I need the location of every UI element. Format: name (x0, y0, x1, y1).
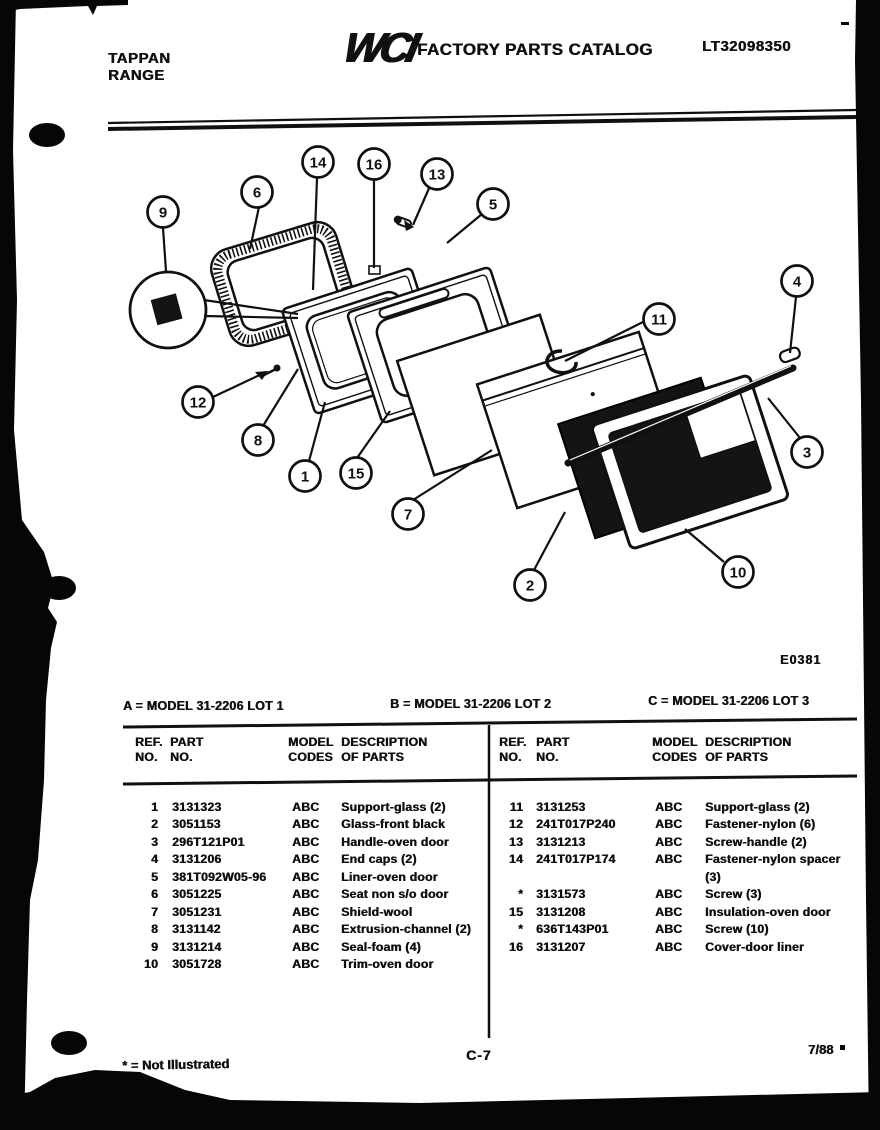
callout-5 (478, 189, 509, 220)
row-desc: Extrusion-channel (2) (341, 922, 471, 937)
detail-magnifier (130, 272, 206, 348)
row-ref: 5 (150, 869, 158, 884)
column-header: NO. (170, 750, 193, 764)
svg-text:14: 14 (309, 154, 327, 172)
svg-text:15: 15 (347, 465, 365, 483)
row-ref: 10 (143, 957, 158, 972)
catalog-title: FACTORY PARTS CATALOG (417, 40, 653, 59)
row-ref: 13 (508, 834, 523, 849)
row-desc: Seal-foam (4) (341, 939, 421, 954)
column-header: OF PARTS (341, 750, 404, 764)
callout-12 (183, 387, 214, 418)
row-desc: Screw-handle (2) (705, 834, 807, 849)
row-part: 3051225 (172, 887, 222, 902)
row-codes: ABC (292, 939, 320, 954)
callout-13 (422, 159, 453, 190)
hole-punch (29, 123, 65, 147)
column-header: MODEL (652, 735, 698, 749)
left-edge-artifact (0, 0, 57, 1130)
column-header: DESCRIPTION (705, 735, 792, 749)
row-part: 3131323 (172, 800, 222, 814)
row-desc: Support-glass (2) (705, 800, 810, 814)
model-c: C = MODEL 31-2206 LOT 3 (648, 694, 810, 708)
row-desc: Fastener-nylon spacer (705, 852, 841, 867)
svg-text:9: 9 (158, 204, 168, 222)
row-ref: 6 (150, 887, 158, 902)
row-codes: ABC (292, 817, 320, 832)
hole-punch (42, 576, 76, 600)
brand-line-2: RANGE (108, 67, 165, 84)
row-ref: 14 (508, 852, 523, 867)
row-codes: ABC (655, 852, 683, 867)
row-ref: 2 (150, 817, 158, 832)
row-desc: (3) (705, 869, 721, 884)
row-part: 3131207 (536, 939, 586, 954)
row-part: 241T017P174 (536, 852, 616, 867)
edge-speck (840, 1045, 845, 1050)
row-part: 3051153 (172, 817, 221, 832)
row-codes: ABC (292, 852, 320, 867)
date-code: 7/88 (808, 1042, 834, 1057)
row-desc: Cover-door liner (705, 939, 804, 954)
callout-4 (782, 266, 813, 297)
column-header: PART (170, 735, 204, 749)
svg-text:3: 3 (802, 444, 812, 462)
svg-text:11: 11 (651, 311, 667, 329)
row-desc: Liner-oven door (341, 869, 438, 884)
model-b: B = MODEL 31-2206 LOT 2 (390, 697, 552, 711)
callout-14 (303, 147, 334, 178)
svg-text:13: 13 (428, 166, 446, 184)
figure-code: E0381 (780, 653, 822, 667)
page-number: C-7 (466, 1047, 492, 1063)
row-part: 3131213 (536, 834, 586, 849)
row-ref: 12 (508, 817, 523, 832)
column-header: MODEL (288, 735, 334, 749)
row-codes: ABC (292, 834, 320, 849)
row-desc: Seat non s/o door (341, 887, 449, 902)
row-codes: ABC (655, 800, 683, 814)
row-desc: End caps (2) (341, 852, 417, 867)
column-header: DESCRIPTION (341, 735, 428, 749)
row-part: 3051231 (172, 904, 222, 919)
row-desc: Glass-front black (341, 817, 445, 832)
row-desc: Screw (10) (705, 922, 769, 937)
row-codes: ABC (655, 904, 683, 919)
row-part: 296T121P01 (172, 834, 245, 849)
bottom-edge-artifact (0, 1070, 880, 1130)
row-part: 3131214 (172, 939, 222, 954)
right-edge-artifact (855, 0, 880, 1130)
row-ref: 8 (150, 922, 158, 937)
row-part: 3051728 (172, 957, 222, 972)
row-codes: ABC (292, 957, 320, 972)
row-part: 3131206 (172, 852, 222, 867)
svg-text:6: 6 (252, 184, 262, 202)
svg-text:16: 16 (365, 156, 383, 174)
column-header: REF. (135, 735, 163, 749)
row-codes: ABC (655, 834, 683, 849)
row-ref: 15 (508, 904, 523, 919)
row-codes: ABC (292, 922, 320, 937)
row-ref: 4 (150, 852, 158, 867)
column-header: CODES (288, 750, 333, 764)
row-codes: ABC (655, 887, 683, 902)
wci-logo: WCI (339, 24, 419, 71)
row-part: 3131573 (536, 887, 586, 902)
column-header: PART (536, 735, 570, 749)
callout-2 (515, 570, 546, 601)
svg-text:12: 12 (189, 394, 207, 412)
callout-3 (792, 437, 823, 468)
svg-text:5: 5 (488, 196, 498, 214)
callout-16 (359, 149, 390, 180)
brand-line-1: TAPPAN (108, 50, 171, 67)
row-codes: ABC (655, 922, 683, 937)
row-ref: 16 (508, 939, 523, 954)
model-a: A = MODEL 31-2206 LOT 1 (123, 699, 284, 713)
row-desc: Shield-wool (341, 904, 413, 919)
row-part: 3131142 (172, 922, 221, 937)
row-desc: Fastener-nylon (6) (705, 817, 816, 832)
column-header: NO. (499, 750, 522, 764)
row-ref: 9 (150, 939, 158, 954)
row-ref: 11 (509, 800, 523, 814)
column-header: OF PARTS (705, 750, 768, 764)
row-desc: Insulation-oven door (705, 904, 831, 919)
footnote: * = Not Illustrated (121, 1056, 230, 1073)
brand-name (108, 50, 170, 84)
callout-7 (393, 499, 424, 530)
row-codes: ABC (655, 817, 683, 832)
column-header: NO. (536, 750, 559, 764)
row-ref: 1 (150, 800, 158, 814)
row-codes: ABC (292, 887, 320, 902)
svg-text:2: 2 (525, 577, 535, 595)
row-part: 381T092W05-96 (172, 869, 267, 884)
row-ref: * (518, 922, 523, 937)
document-number: LT32098350 (702, 38, 791, 55)
column-header: CODES (652, 750, 697, 764)
callout-11 (644, 304, 675, 335)
column-header: REF. (499, 735, 527, 749)
svg-text:4: 4 (792, 273, 802, 291)
row-part: 636T143P01 (536, 922, 609, 937)
header-rule (108, 110, 856, 129)
hole-punch (51, 1031, 87, 1055)
edge-speck (841, 22, 849, 25)
row-desc: Screw (3) (705, 887, 762, 902)
row-desc: Handle-oven door (341, 834, 449, 849)
callout-1 (290, 461, 321, 492)
callout-15 (341, 458, 372, 489)
row-ref: * (518, 887, 523, 902)
row-desc: Support-glass (2) (341, 800, 446, 814)
top-edge-artifact (0, 0, 128, 15)
callout-9 (148, 197, 179, 228)
row-codes: ABC (292, 904, 320, 919)
svg-text:7: 7 (403, 506, 413, 524)
callout-10 (723, 557, 754, 588)
row-codes: ABC (655, 939, 683, 954)
row-part: 3131253 (536, 800, 586, 814)
callout-8 (243, 425, 274, 456)
callout-6 (242, 177, 273, 208)
row-ref: 7 (150, 904, 158, 919)
svg-text:10: 10 (729, 564, 747, 582)
row-part: 241T017P240 (536, 817, 616, 832)
column-header: NO. (135, 750, 158, 764)
row-desc: Trim-oven door (341, 957, 434, 972)
svg-text:1: 1 (300, 468, 310, 486)
row-codes: ABC (292, 869, 320, 884)
row-ref: 3 (150, 834, 158, 849)
row-part: 3131208 (536, 904, 586, 919)
row-codes: ABC (292, 800, 320, 814)
svg-text:8: 8 (253, 432, 263, 450)
